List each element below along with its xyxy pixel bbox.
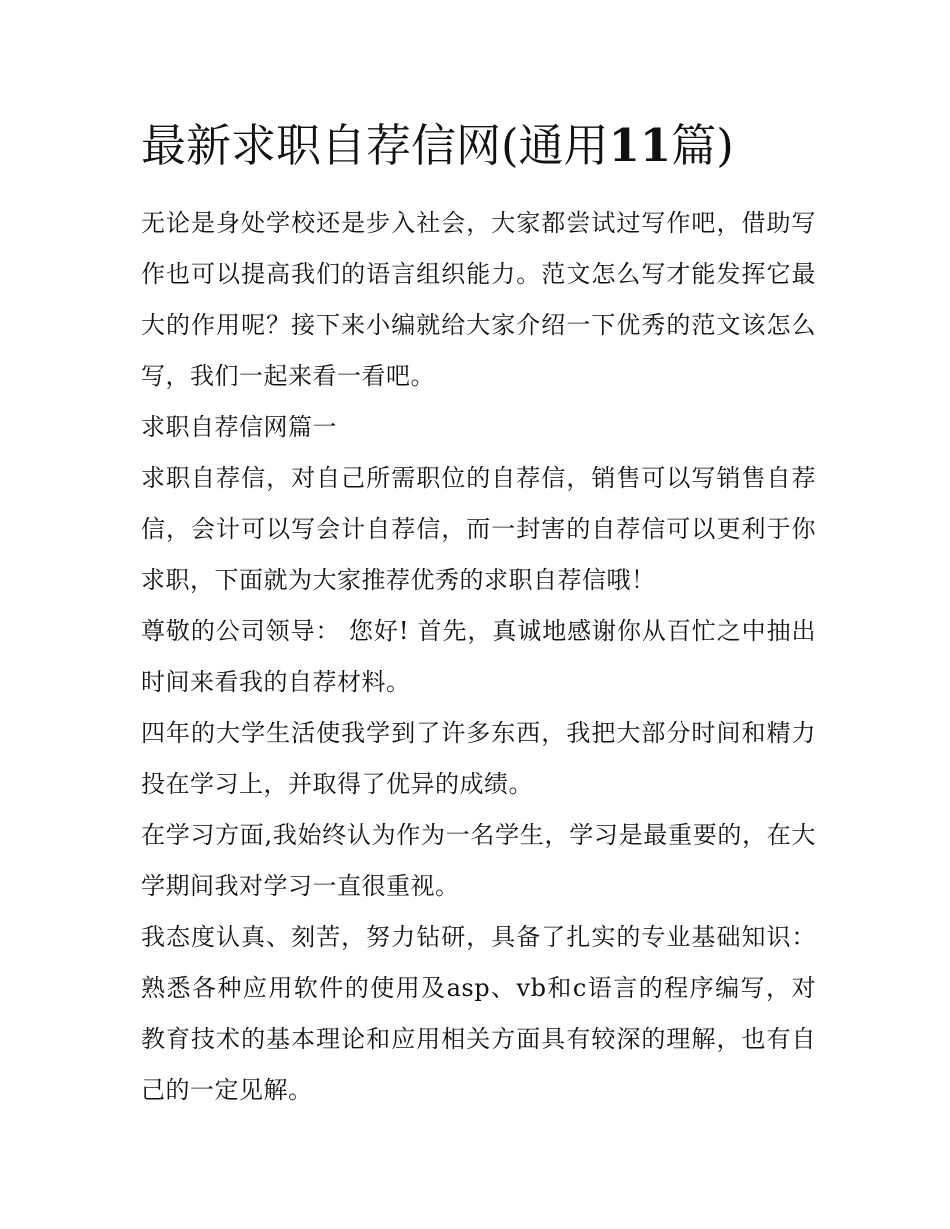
section-heading: 求职自荐信网篇一 bbox=[141, 413, 337, 441]
document-title bbox=[141, 112, 816, 180]
body-paragraph: 在学习方面,我始终认为作为一名学生，学习是最重要的，在大学期间我对学习一直很重视。 bbox=[141, 821, 816, 900]
intro-paragraph: 无论是身处学校还是步入社会，大家都尝试过写作吧，借助写作也可以提高我们的语言组织能力。范文怎么写才能发挥它最大的作用呢？接下来小编就给大家介绍一下优秀的范文该怎么写，我们一起来看一看吧。 bbox=[141, 209, 816, 390]
document-content bbox=[141, 112, 816, 1116]
body-paragraph: 四年的大学生活使我学到了许多东西，我把大部分时间和精力投在学习上，并取得了优异的成绩。 bbox=[141, 719, 816, 798]
title-prefix: 最新求职自荐信网(通用 bbox=[141, 119, 609, 172]
title-suffix: 篇) bbox=[671, 119, 734, 172]
body-paragraph: 尊敬的公司领导： 您好! 首先，真诚地感谢你从百忙之中抽出时间来看我的自荐材料。 bbox=[141, 617, 816, 696]
body-paragraph: 求职自荐信，对自己所需职位的自荐信，销售可以写销售自荐信，会计可以写会计自荐信，而一封害的自荐信可以更利于你求职，下面就为大家推荐优秀的求职自荐信哦！ bbox=[141, 464, 816, 594]
title-number: 11 bbox=[608, 119, 672, 172]
body-paragraph: 我态度认真、刻苦，努力钻研，具备了扎实的专业基础知识：熟悉各种应用软件的使用及asp、vb和c语言的程序编写，对教育技术的基本理论和应用相关方面具有较深的理解，也有自己的一定见解。 bbox=[141, 923, 816, 1104]
